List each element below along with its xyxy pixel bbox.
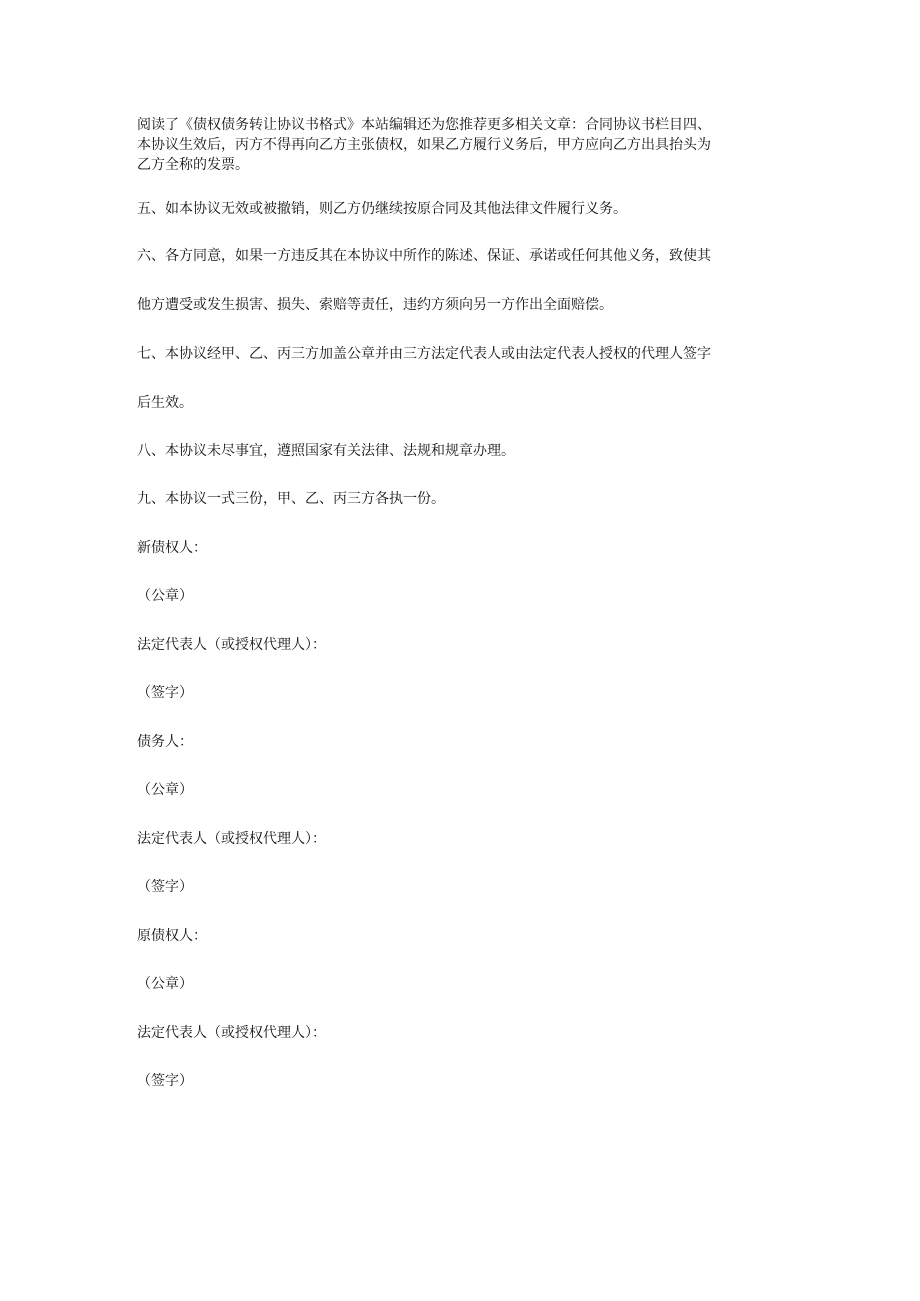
original-creditor-seal: （公章） — [137, 976, 193, 992]
debtor-label: 债务人： — [137, 734, 193, 750]
clause-7-line-2: 后生效。 — [137, 395, 193, 411]
clause-8: 八、本协议未尽事宜，遵照国家有关法律、法规和规章办理。 — [137, 443, 515, 459]
clause-6-line-2: 他方遭受或发生损害、损失、索赔等责任，违约方须向另一方作出全面赔偿。 — [137, 297, 613, 313]
clause-9: 九、本协议一式三份，甲、乙、丙三方各执一份。 — [137, 491, 445, 507]
clause-6-line-1: 六、各方同意，如果一方违反其在本协议中所作的陈述、保证、承诺或任何其他义务，致使其 — [137, 248, 711, 264]
new-creditor-label: 新债权人： — [137, 540, 207, 556]
original-creditor-label: 原债权人： — [137, 928, 207, 944]
new-creditor-seal: （公章） — [137, 588, 193, 604]
original-creditor-sign: （签字） — [137, 1073, 193, 1089]
clause-7-line-1: 七、本协议经甲、乙、丙三方加盖公章并由三方法定代表人或由法定代表人授权的代理人签字 — [137, 346, 711, 362]
debtor-rep: 法定代表人（或授权代理人）： — [137, 831, 326, 847]
new-creditor-sign: （签字） — [137, 685, 193, 701]
intro-paragraph: 阅读了《债权债务转让协议书格式》本站编辑还为您推荐更多相关文章：合同协议书栏目四、 本协议生效后，丙方不得再向乙方主张债权，如果乙方履行义务后，甲方应向乙方出具抬头为 乙方全称的发票。 — [137, 117, 711, 173]
debtor-seal: （公章） — [137, 782, 193, 798]
debtor-sign: （签字） — [137, 879, 193, 895]
clause-5: 五、如本协议无效或被撤销，则乙方仍继续按原合同及其他法律文件履行义务。 — [137, 201, 627, 217]
original-creditor-rep: 法定代表人（或授权代理人）： — [137, 1025, 326, 1041]
new-creditor-rep: 法定代表人（或授权代理人）： — [137, 637, 326, 653]
